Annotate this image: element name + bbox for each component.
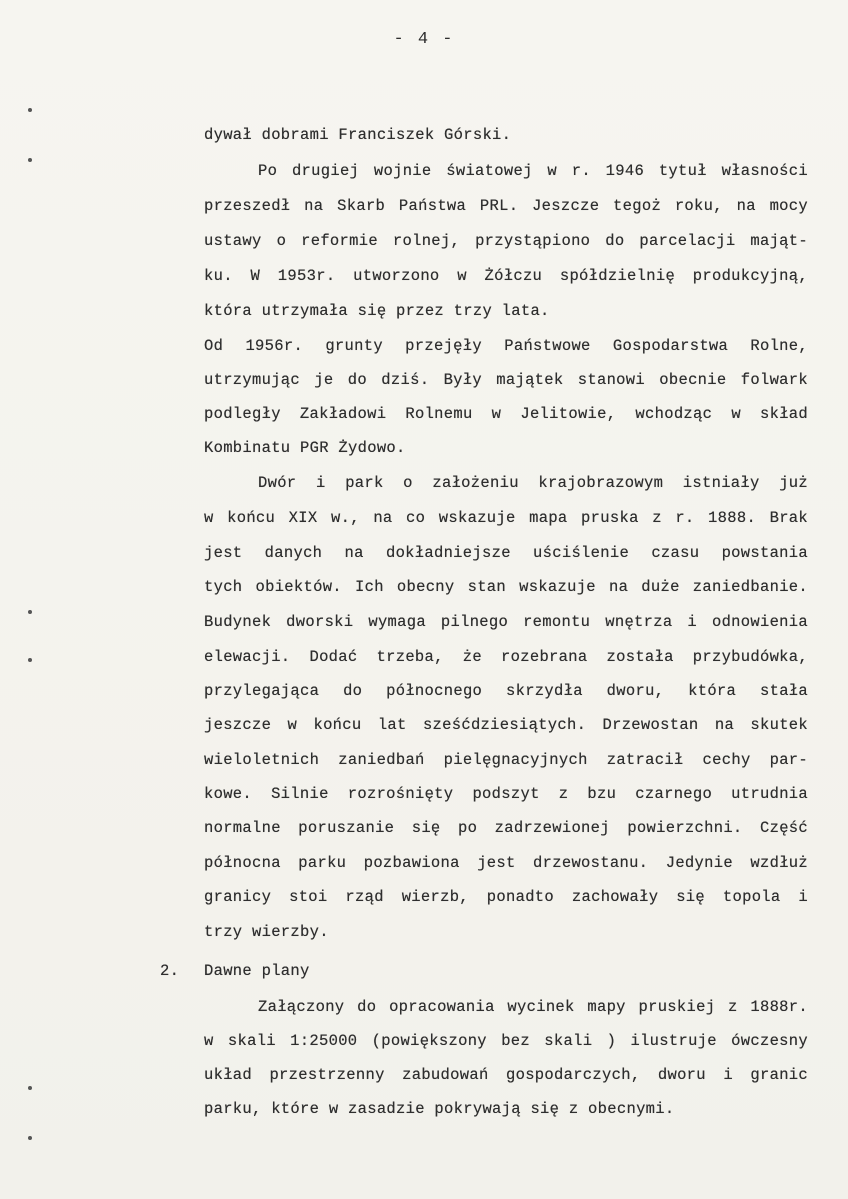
text-line: Od 1956r. grunty przejęły Państwowe Gospodarstwa Rolne, — [204, 337, 808, 355]
margin-mark — [28, 1086, 32, 1090]
text-line: Dwór i park o założeniu krajobrazowym istniały już — [258, 474, 808, 492]
text-line: w skali 1:25000 (powiększony bez skali ) ilustruje ówczesny — [204, 1032, 808, 1050]
text-line: utrzymując je do dziś. Były majątek stanowi obecnie folwark — [204, 371, 808, 389]
text-line: Załączony do opracowania wycinek mapy pruskiej z 1888r. — [258, 998, 808, 1016]
margin-mark — [28, 158, 32, 162]
text-line: parku, które w zasadzie pokrywają się z obecnymi. — [204, 1100, 675, 1118]
margin-mark — [28, 108, 32, 112]
margin-mark — [28, 610, 32, 614]
text-line: ku. W 1953r. utworzono w Żółczu spółdzielnię produkcyjną, — [204, 267, 808, 285]
text-line: przylegająca do północnego skrzydła dworu, która stała — [204, 682, 808, 700]
text-line: przeszedł na Skarb Państwa PRL. Jeszcze tegoż roku, na mocy — [204, 197, 808, 215]
text-line: elewacji. Dodać trzeba, że rozebrana została przybudówka, — [204, 648, 808, 666]
text-line: która utrzymała się przez trzy lata. — [204, 302, 550, 320]
margin-mark — [28, 1136, 32, 1140]
text-line: trzy wierzby. — [204, 923, 329, 941]
text-line: jest danych na dokładniejsze uściślenie czasu powstania — [204, 544, 808, 562]
section-title: Dawne plany — [204, 962, 310, 980]
page-number: - 4 - — [393, 30, 455, 49]
text-line: dywał dobrami Franciszek Górski. — [204, 126, 512, 144]
text-line: ustawy o reformie rolnej, przystąpiono do parcelacji mająt- — [204, 232, 808, 250]
text-line: północna parku pozbawiona jest drzewostanu. Jedynie wzdłuż — [204, 854, 808, 872]
text-line: w końcu XIX w., na co wskazuje mapa pruska z r. 1888. Brak — [204, 509, 808, 527]
text-line: podległy Zakładowi Rolnemu w Jelitowie, wchodząc w skład — [204, 405, 808, 423]
margin-mark — [28, 658, 32, 662]
text-line: Budynek dworski wymaga pilnego remontu wnętrza i odnowienia — [204, 613, 808, 631]
text-line: jeszcze w końcu lat sześćdziesiątych. Drzewostan na skutek — [204, 716, 808, 734]
text-line: układ przestrzenny zabudowań gospodarczych, dworu i granic — [204, 1066, 808, 1084]
text-line: granicy stoi rząd wierzb, ponadto zachowały się topola i — [204, 888, 808, 906]
section-number: 2. — [160, 962, 180, 980]
text-line: tych obiektów. Ich obecny stan wskazuje na duże zaniedbanie. — [204, 578, 808, 596]
text-line: wieloletnich zaniedbań pielęgnacyjnych zatracił cechy par- — [204, 751, 808, 769]
text-line: kowe. Silnie rozrośnięty podszyt z bzu czarnego utrudnia — [204, 785, 808, 803]
text-line: Kombinatu PGR Żydowo. — [204, 439, 406, 457]
text-line: normalne poruszanie się po zadrzewionej powierzchni. Część — [204, 819, 808, 837]
text-line: Po drugiej wojnie światowej w r. 1946 tytuł własności — [258, 162, 808, 180]
